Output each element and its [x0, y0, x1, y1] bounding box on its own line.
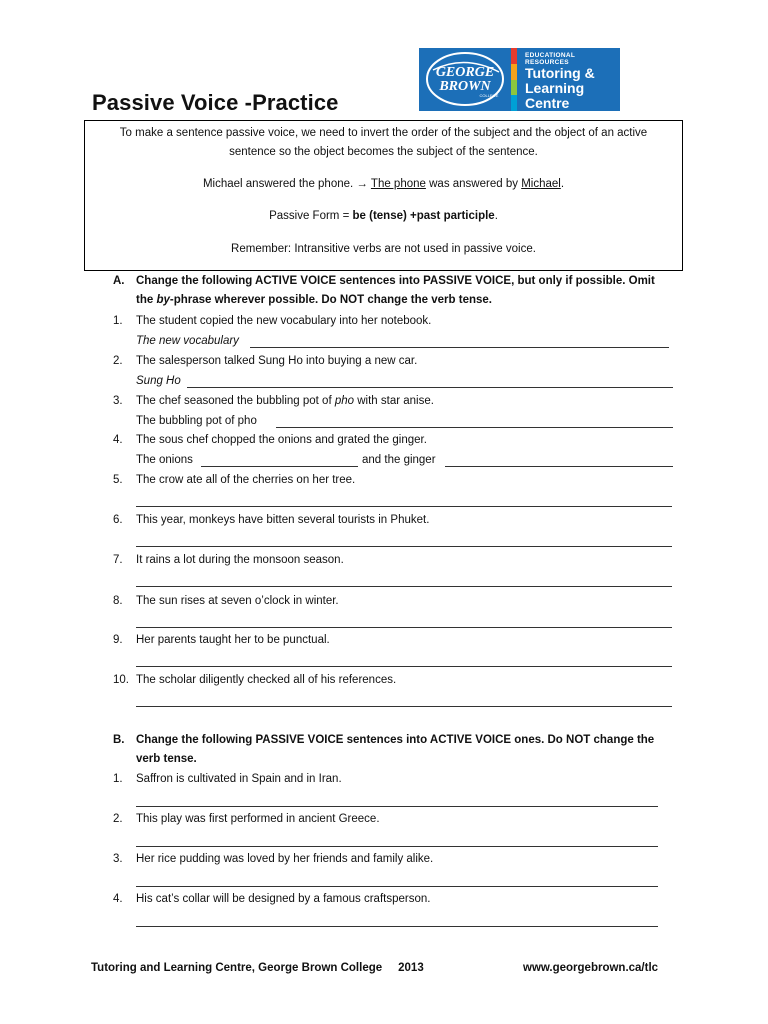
- item-number: 8.: [113, 595, 123, 607]
- section-a-letter: A.: [113, 275, 125, 287]
- answer-line[interactable]: [136, 546, 672, 547]
- item-number: 1.: [113, 773, 123, 785]
- item-number: 10.: [113, 674, 129, 686]
- item-sentence: This play was first performed in ancient Greece.: [136, 813, 380, 825]
- logo-george-text: GEORGE: [435, 65, 495, 80]
- item-number: 5.: [113, 474, 123, 486]
- section-b-letter: B.: [113, 734, 125, 746]
- item-sentence: Her parents taught her to be punctual.: [136, 634, 330, 646]
- item-number: 9.: [113, 634, 123, 646]
- passive-form: Passive Form = be (tense) +past participle.: [269, 210, 498, 222]
- example-sentence: Michael answered the phone. → The phone was answered by Michael.: [202, 178, 565, 190]
- item-sentence: His cat’s collar will be designed by a famous craftsperson.: [136, 893, 431, 905]
- logo-brown-text: BROWN: [439, 79, 491, 94]
- answer-line[interactable]: [136, 586, 672, 587]
- logo-wordmark: [517, 48, 620, 111]
- answer-line[interactable]: [136, 706, 672, 707]
- page-title: Passive Voice -Practice: [92, 90, 339, 115]
- item-sentence: This year, monkeys have bitten several tourists in Phuket.: [136, 514, 430, 526]
- answer-line[interactable]: [445, 466, 673, 467]
- item-sentence: The chef seasoned the bubbling pot of pho with star anise.: [136, 395, 434, 407]
- answer-prompt-2: and the ginger: [362, 454, 436, 466]
- rule-line-2: sentence so the object becomes the subject of the sentence.: [229, 146, 538, 158]
- answer-prompt: The bubbling pot of pho: [136, 415, 257, 427]
- item-sentence: The sous chef chopped the onions and grated the ginger.: [136, 434, 427, 446]
- section-a-instruction-2: the by-phrase wherever possible. Do NOT change the verb tense.: [136, 294, 492, 306]
- logo-name-line2: Learning Centre: [525, 80, 585, 111]
- george-brown-logo-mark: [419, 48, 511, 111]
- section-b-instruction-2: verb tense.: [136, 753, 197, 765]
- item-number: 7.: [113, 554, 123, 566]
- answer-line[interactable]: [136, 506, 672, 507]
- answer-prompt: The onions: [136, 454, 193, 466]
- answer-prompt: The new vocabulary: [136, 335, 239, 347]
- answer-line[interactable]: [136, 886, 658, 887]
- item-number: 6.: [113, 514, 123, 526]
- answer-line[interactable]: [276, 427, 673, 428]
- rule-line-1: To make a sentence passive voice, we need to invert the order of the subject and the object of an active: [119, 127, 648, 139]
- answer-line[interactable]: [136, 806, 658, 807]
- item-sentence: It rains a lot during the monsoon season.: [136, 554, 344, 566]
- item-number: 2.: [113, 813, 123, 825]
- item-number: 3.: [113, 395, 123, 407]
- item-sentence: The crow ate all of the cherries on her tree.: [136, 474, 356, 486]
- item-sentence: The sun rises at seven o’clock in winter.: [136, 595, 339, 607]
- answer-line[interactable]: [136, 666, 672, 667]
- tutoring-centre-logo: [419, 48, 620, 111]
- answer-line[interactable]: [136, 846, 658, 847]
- logo-college-text: COLLEGE: [479, 93, 499, 98]
- rule-box: [84, 120, 683, 271]
- answer-line[interactable]: [201, 466, 358, 467]
- item-number: 4.: [113, 434, 123, 446]
- section-b-instruction-1: Change the following PASSIVE VOICE sentences into ACTIVE VOICE ones. Do NOT change the: [136, 734, 655, 746]
- item-sentence: The student copied the new vocabulary into her notebook.: [136, 315, 432, 327]
- answer-line[interactable]: [136, 627, 672, 628]
- answer-line[interactable]: [250, 347, 669, 348]
- item-sentence: The salesperson talked Sung Ho into buying a new car.: [136, 355, 418, 367]
- item-number: 4.: [113, 893, 123, 905]
- item-sentence: Saffron is cultivated in Spain and in Iran.: [136, 773, 342, 785]
- arrow-icon: →: [356, 178, 368, 190]
- logo-name-line1: Tutoring &: [525, 65, 595, 81]
- remember-note: Remember: Intransitive verbs are not used in passive voice.: [231, 243, 536, 255]
- footer-url[interactable]: www.georgebrown.ca/tlc: [523, 962, 659, 974]
- answer-prompt: Sung Ho: [136, 375, 181, 387]
- section-a-instruction-1: Change the following ACTIVE VOICE sentences into PASSIVE VOICE, but only if possible. Omit: [136, 275, 655, 287]
- answer-line[interactable]: [187, 387, 673, 388]
- item-number: 1.: [113, 315, 123, 327]
- item-number: 3.: [113, 853, 123, 865]
- item-number: 2.: [113, 355, 123, 367]
- answer-line[interactable]: [136, 926, 658, 927]
- item-sentence: Her rice pudding was loved by her friends and family alike.: [136, 853, 434, 865]
- item-sentence: The scholar diligently checked all of his references.: [136, 674, 397, 686]
- footer-left: Tutoring and Learning Centre, George Brown College 2013: [91, 962, 424, 974]
- logo-tagline: EDUCATIONAL RESOURCES: [525, 52, 576, 66]
